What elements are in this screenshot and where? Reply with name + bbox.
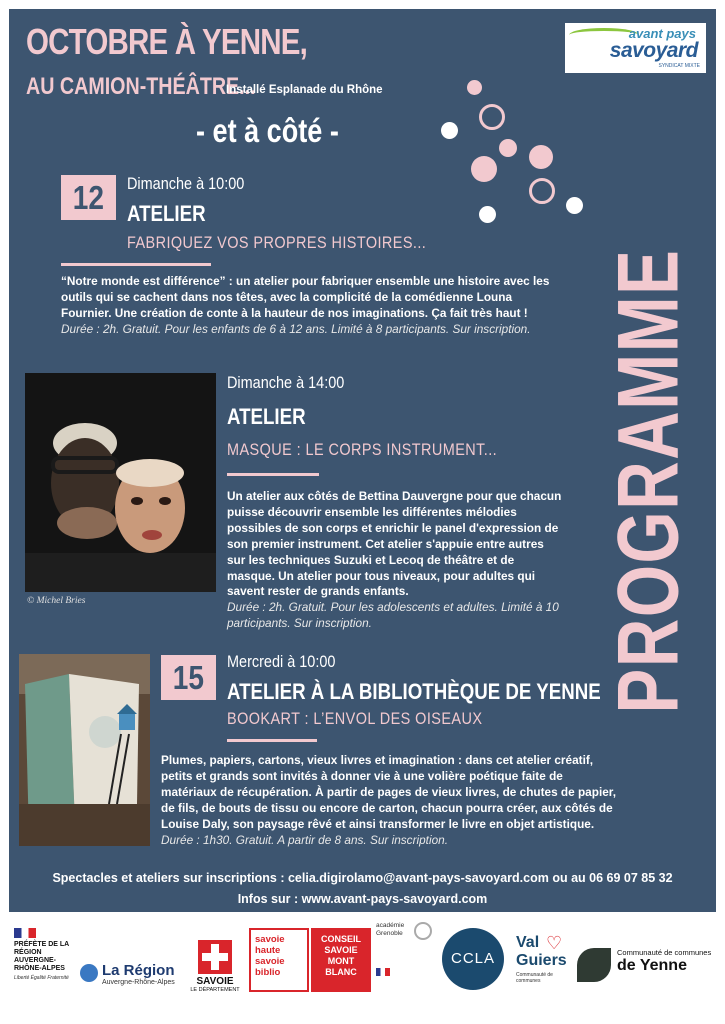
programme-vertical-title: PROGRAMME <box>600 248 697 714</box>
region-logo <box>80 962 180 986</box>
event-2-description: Un atelier aux côtés de Bettina Dauvergne pour que chacun puisse découvrir ensemble les différentes mélodies possibles de son corps et enrichir le panel d'expression de son premier instrument. Cet atelier s'appuie entre autres sur les techniques Suzuki et Lecoq de théâtre et de masque. Un atelier pour tous niveaux, pour adultes qui savent rester de grands enfants. <box>227 489 562 599</box>
ccla-text: CCLA <box>450 950 495 967</box>
biblio-logo <box>249 928 309 992</box>
valguiers-sub: Communauté de communes <box>516 972 553 984</box>
academie-logo <box>376 922 436 976</box>
prefecture-motto: Liberté Égalité Fraternité <box>14 975 69 981</box>
yenne-logo <box>577 948 717 975</box>
photo-credit: © Michel Bries <box>27 596 86 606</box>
event-day: 15 <box>172 659 205 696</box>
date-box-15 <box>161 655 216 700</box>
biblio-text: savoie haute savoie biblio <box>255 934 285 978</box>
savoie-cross-icon <box>198 940 232 974</box>
event-1-when: Dimanche à 10:00 <box>127 174 245 193</box>
decorative-dot <box>441 122 458 139</box>
region-icon <box>80 964 98 982</box>
bookart-photo-illustration <box>19 654 150 846</box>
decorative-ring <box>479 104 505 130</box>
event-2-subtitle: MASQUE : LE CORPS INSTRUMENT... <box>227 440 498 459</box>
decorative-dot <box>479 206 496 223</box>
savoie-logo <box>186 940 244 993</box>
marianne-icon <box>14 928 36 938</box>
event-3-subtitle: BOOKART : L’ENVOL DES OISEAUX <box>227 709 483 728</box>
decorative-dot <box>471 156 497 182</box>
footer-info: Infos sur : www.avant-pays-savoyard.com <box>237 892 488 906</box>
decorative-dot <box>499 139 517 157</box>
event-2-title: ATELIER <box>227 404 306 429</box>
event-3-body <box>161 753 617 848</box>
prefecture-logo <box>14 928 76 981</box>
region-sub: Auvergne-Rhône-Alpes <box>102 979 175 986</box>
conseil-logo <box>311 928 371 992</box>
prefecture-text: PRÉFÈTE DE LA RÉGION AUVERGNE-RHÔNE-ALPES <box>14 941 69 972</box>
mask-photo-illustration <box>25 373 216 592</box>
date-box-12 <box>61 175 116 220</box>
logo-top-text: avant pays <box>628 26 696 41</box>
logo-main-text: savoyard <box>609 39 698 62</box>
event-2-rule <box>227 473 319 476</box>
yenne-text: de Yenne <box>617 957 687 974</box>
bookart-photo <box>19 654 150 846</box>
flag-icon <box>376 968 390 976</box>
event-3-details: Durée : 1h30. Gratuit. A partir de 8 ans. Sur inscription. <box>161 832 448 847</box>
location-text: Installé Esplanade du Rhône <box>226 84 383 96</box>
footer-contact: Spectacles et ateliers sur inscriptions : celia.digirolamo@avant-pays-savoyard.com ou au 06 69 07 85 32 <box>52 871 673 885</box>
partner-logos <box>0 912 725 1024</box>
event-2-body <box>227 489 563 632</box>
event-1-body <box>61 274 553 338</box>
logo-sub-text: SYNDICAT MIXTE <box>658 63 700 69</box>
event-day: 12 <box>72 179 105 216</box>
yenne-top-text: Communauté de communes <box>617 948 712 957</box>
region-text: La Région <box>102 962 175 979</box>
event-1-description: “Notre monde est différence” : un atelier pour fabriquer ensemble une histoire avec les outils qui se cachent dans nos têtes, avec la complicité de la comédienne Louna Fournier. Une création de conte à la hauteur de nos imaginations. Ça fait très haut ! <box>61 274 550 320</box>
event-1-title: ATELIER <box>127 201 206 226</box>
event-1-details: Durée : 2h. Gratuit. Pour les enfants de 6 à 12 ans. Limité à 8 participants. Sur inscription. <box>61 321 531 336</box>
event-1-subtitle: FABRIQUEZ VOS PROPRES HISTOIRES... <box>127 233 427 252</box>
conseil-text: CONSEIL SAVOIE MONT BLANC <box>320 934 361 977</box>
valguiers-heart-icon: ♡ <box>546 933 563 953</box>
event-3-rule <box>227 739 317 742</box>
decorative-ring <box>529 178 555 204</box>
title-line-2: AU CAMION-THÉÂTRE... <box>26 73 256 100</box>
valguiers-logo <box>516 934 572 984</box>
poster <box>9 9 716 912</box>
decorative-dot <box>566 197 583 214</box>
decorative-dot <box>467 80 482 95</box>
ccla-logo <box>442 928 504 990</box>
event-2-when: Dimanche à 14:00 <box>227 373 345 392</box>
academie-emblem-icon <box>414 922 432 940</box>
mask-photo <box>25 373 216 592</box>
savoie-sub: LE DÉPARTEMENT <box>190 987 240 993</box>
decorative-dot <box>529 145 553 169</box>
academie-text: académie Grenoble <box>376 922 405 937</box>
savoie-text: SAVOIE <box>196 976 234 987</box>
event-3-title: ATELIER À LA BIBLIOTHÈQUE DE YENNE <box>227 679 601 704</box>
title-line-3: - et à côté - <box>196 112 339 149</box>
title-line-1: OCTOBRE À YENNE, <box>26 21 308 62</box>
valguiers-text: Val Guiers <box>516 934 567 969</box>
yenne-leaf-icon <box>577 948 611 982</box>
avant-pays-savoyard-logo <box>565 23 706 73</box>
event-2-details: Durée : 2h. Gratuit. Pour les adolescents et adultes. Limité à 10 participants. Sur inscription. <box>227 600 559 631</box>
event-1-rule <box>61 263 211 266</box>
event-3-when: Mercredi à 10:00 <box>227 652 336 671</box>
event-3-description: Plumes, papiers, cartons, vieux livres et imagination : dans cet atelier créatif, petits et grands sont invités à donner vie à une volière poétique faite de matériaux de récupération. À partir de pages de vieux livres, de chutes de papier, de fils, de bouts de tissu ou encore de carton, chacun pourra créer, aux côtés de Louise Daly, son paysage rêvé et ainsi transformer le livre en objet artistique. <box>161 753 617 831</box>
